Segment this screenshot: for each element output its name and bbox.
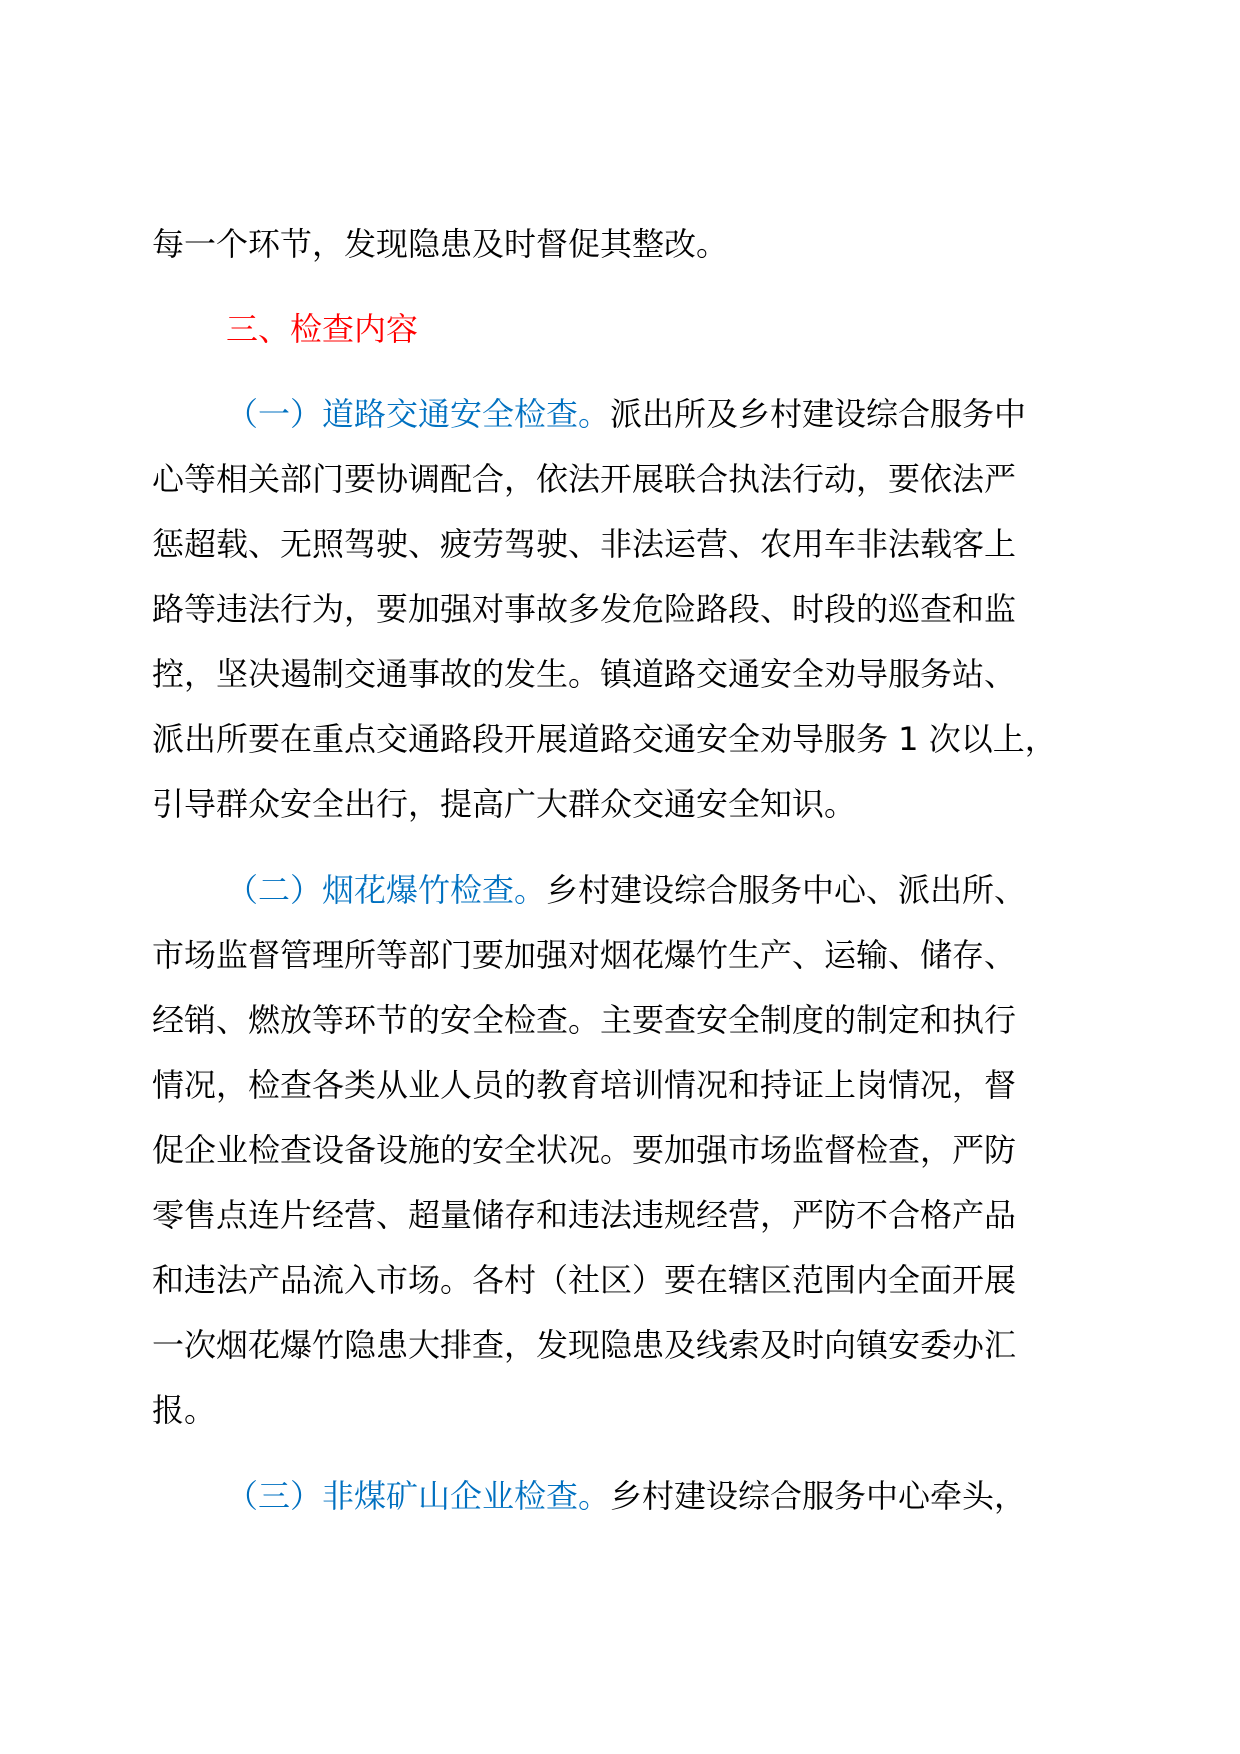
subsection-lead: 乡村建设综合服务中心牵头， [610,1477,1027,1515]
intro-line: 每一个环节，发现隐患及时督促其整改。 [152,225,729,263]
paragraph-line: 零售点连片经营、超量储存和违法违规经营，严防不合格产品 [152,1196,1017,1234]
subsection-title: （一）道路交通安全检查。 [226,395,611,433]
subsection-first-line [152,858,1112,923]
paragraph-line: 惩超载、无照驾驶、疲劳驾驶、非法运营、农用车非法载客上 [152,525,1017,563]
paragraph-line: 控，坚决遏制交通事故的发生。镇道路交通安全劝导服务站、 [152,655,1017,693]
paragraph-spacer [152,1443,1112,1464]
paragraph-line: 市场监督管理所等部门要加强对烟花爆竹生产、运输、储存、 [152,936,1017,974]
subsection-first-line [152,382,1112,447]
paragraph-line: 促企业检查设备设施的安全状况。要加强市场监督检查，严防 [152,1131,1017,1169]
paragraph-line: 报。 [152,1391,217,1429]
subsection-first-line [152,1464,1112,1529]
subsection-lead: 乡村建设综合服务中心、派出所、 [546,871,1027,909]
paragraph-line: 和违法产品流入市场。各村（社区）要在辖区范围内全面开展 [152,1261,1017,1299]
paragraph-line: 路等违法行为，要加强对事故多发危险路段、时段的巡查和监 [152,590,1017,628]
section-heading: 三、检查内容 [226,310,419,348]
paragraph-line: 心等相关部门要协调配合，依法开展联合执法行动，要依法严 [152,460,1017,498]
paragraph-line: 派出所要在重点交通路段开展道路交通安全劝导服务 1 次以上， [152,720,1057,758]
subsection-non-coal-mines [152,1464,1112,1529]
paragraph-line: 引导群众安全出行，提高广大群众交通安全知识。 [152,785,857,823]
subsection-title: （二）烟花爆竹检查。 [226,871,547,909]
paragraph-spacer [152,837,1112,858]
subsection-fireworks [152,858,1112,1443]
subsection-lead: 派出所及乡村建设综合服务中 [610,395,1027,433]
paragraph-line: 一次烟花爆竹隐患大排查，发现隐患及线索及时向镇安委办汇 [152,1326,1017,1364]
paragraph-line: 情况，检查各类从业人员的教育培训情况和持证上岗情况，督 [152,1066,1017,1104]
paragraph-spacer [152,277,1112,297]
paragraph-line: 经销、燃放等环节的安全检查。主要查安全制度的制定和执行 [152,1001,1017,1039]
document-body [152,212,1112,1529]
subsection-road-traffic [152,382,1112,837]
paragraph-spacer [152,362,1112,382]
subsection-title: （三）非煤矿山企业检查。 [226,1477,611,1515]
